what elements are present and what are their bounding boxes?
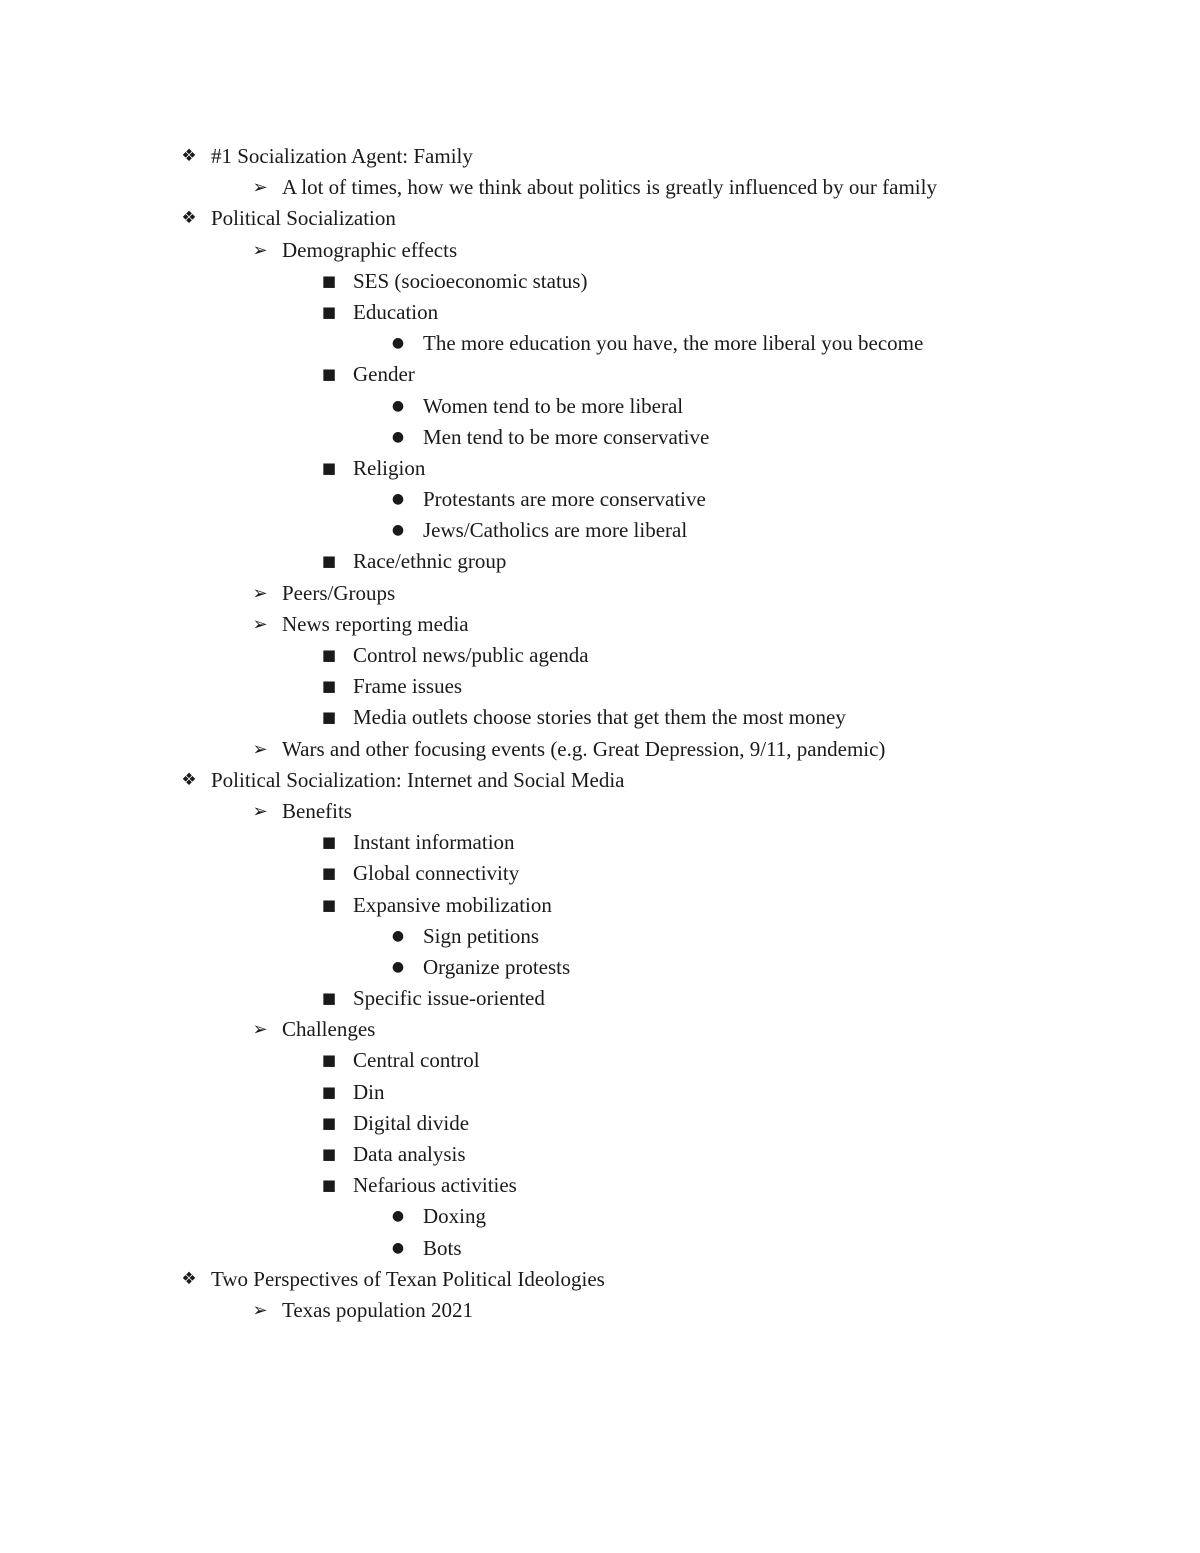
outline-item-text: Two Perspectives of Texan Political Ideologies: [211, 1266, 605, 1291]
outline-item: [0, 515, 1200, 546]
outline-item-text: Demographic effects: [282, 237, 458, 262]
outline-item: [0, 1264, 1200, 1295]
outline-item-text: #1 Socialization Agent: Family: [211, 144, 473, 168]
diamond-bullet-icon: ❖: [181, 208, 197, 229]
outline-item: [0, 734, 1200, 765]
arrow-bullet-icon: ➢: [252, 1019, 268, 1041]
outline-item: [0, 1077, 1200, 1108]
circle-bullet-icon: ●: [391, 397, 405, 414]
outline-item-text: Nefarious activities: [353, 1173, 517, 1198]
arrow-bullet-icon: ➢: [252, 800, 268, 822]
outline-item-text: SES (socioeconomic status): [353, 268, 588, 293]
square-bullet-icon: ■: [321, 1176, 337, 1195]
square-bullet-icon: ■: [321, 365, 337, 384]
outline-item: [0, 266, 1200, 297]
outline-item: [0, 546, 1200, 577]
arrow-bullet-icon: ➢: [252, 613, 268, 635]
square-bullet-icon: ■: [321, 1145, 337, 1163]
outline-item: [0, 702, 1200, 733]
square-bullet-icon: ■: [321, 1082, 337, 1101]
document-outline: [0, 141, 1200, 1326]
outline-item-text: Central control: [353, 1048, 480, 1073]
outline-item: [0, 1170, 1200, 1201]
outline-item: [0, 141, 1200, 172]
outline-item: [0, 983, 1200, 1014]
outline-item: [0, 203, 1200, 234]
outline-item-text: Race/ethnic group: [353, 549, 507, 574]
square-bullet-icon: ■: [321, 302, 337, 321]
outline-item: [0, 391, 1200, 422]
outline-item-text: Political Socialization: Internet and Social Media: [211, 767, 625, 792]
circle-bullet-icon: ●: [391, 1239, 405, 1256]
arrow-bullet-icon: ➢: [252, 582, 268, 604]
square-bullet-icon: ■: [321, 271, 337, 290]
outline-item-text: Sign petitions: [423, 923, 540, 948]
outline-item: [0, 1233, 1200, 1264]
outline-item-text: Expansive mobilization: [353, 892, 552, 917]
outline-item: [0, 422, 1200, 453]
diamond-bullet-icon: ❖: [181, 146, 197, 166]
circle-bullet-icon: ●: [391, 335, 405, 352]
outline-item: [0, 578, 1200, 609]
square-bullet-icon: ■: [321, 1113, 337, 1132]
circle-bullet-icon: ●: [391, 958, 405, 975]
outline-item: [0, 890, 1200, 921]
outline-item-text: Texas population 2021: [282, 1297, 473, 1322]
outline-item-text: Global connectivity: [353, 861, 520, 886]
diamond-bullet-icon: ❖: [181, 1268, 197, 1289]
outline-item: [0, 1295, 1200, 1326]
outline-item: [0, 921, 1200, 952]
outline-item: [0, 858, 1200, 889]
outline-item: [0, 1139, 1200, 1170]
outline-item: [0, 453, 1200, 484]
circle-bullet-icon: ●: [391, 1208, 405, 1225]
square-bullet-icon: ■: [321, 864, 337, 883]
diamond-bullet-icon: ❖: [181, 769, 197, 790]
outline-item: [0, 1014, 1200, 1045]
outline-item: [0, 609, 1200, 640]
outline-item-text: Digital divide: [353, 1110, 470, 1135]
arrow-bullet-icon: ➢: [252, 177, 268, 199]
outline-item-text: Religion: [353, 455, 426, 480]
square-bullet-icon: ■: [321, 552, 337, 571]
square-bullet-icon: ■: [321, 1051, 337, 1070]
outline-item: [0, 1108, 1200, 1139]
outline-item: [0, 640, 1200, 671]
outline-item-text: Peers/Groups: [282, 580, 396, 605]
outline-item: [0, 484, 1200, 515]
outline-item-text: Education: [353, 299, 439, 324]
outline-item-text: Men tend to be more conservative: [423, 424, 710, 449]
outline-item-text: Din: [353, 1079, 385, 1104]
outline-item-text: News reporting media: [282, 611, 469, 636]
circle-bullet-icon: ●: [391, 428, 405, 445]
arrow-bullet-icon: ➢: [252, 1299, 268, 1321]
circle-bullet-icon: ●: [391, 927, 405, 944]
outline-item: [0, 1201, 1200, 1232]
square-bullet-icon: ■: [321, 458, 337, 477]
outline-item: [0, 827, 1200, 858]
outline-item: [0, 297, 1200, 328]
square-bullet-icon: ■: [321, 833, 337, 852]
outline-item-text: Frame issues: [353, 674, 463, 699]
outline-item-text: Doxing: [423, 1204, 486, 1229]
square-bullet-icon: ■: [321, 895, 337, 914]
square-bullet-icon: ■: [321, 677, 337, 696]
outline-item-text: The more education you have, the more liberal you become: [423, 331, 924, 356]
square-bullet-icon: ■: [321, 646, 337, 664]
circle-bullet-icon: ●: [391, 522, 405, 539]
outline-item-text: Political Socialization: [211, 206, 396, 231]
outline-item: [0, 671, 1200, 702]
outline-item-text: Gender: [353, 362, 415, 387]
circle-bullet-icon: ●: [391, 491, 405, 508]
outline-item: [0, 235, 1200, 266]
outline-item: [0, 172, 1200, 203]
outline-item-text: Data analysis: [353, 1142, 466, 1166]
outline-item: [0, 1045, 1200, 1076]
outline-item-text: Women tend to be more liberal: [423, 393, 684, 418]
outline-item: [0, 328, 1200, 359]
outline-item-text: Control news/public agenda: [353, 643, 589, 667]
outline-item-text: Specific issue-oriented: [353, 986, 545, 1011]
outline-item-text: Protestants are more conservative: [423, 487, 706, 512]
outline-item-text: A lot of times, how we think about politics is greatly influenced by our family: [282, 175, 937, 200]
outline-item-text: Media outlets choose stories that get them the most money: [353, 705, 846, 730]
outline-item-text: Benefits: [282, 798, 352, 823]
outline-item-text: Jews/Catholics are more liberal: [423, 518, 688, 543]
outline-item: [0, 765, 1200, 796]
arrow-bullet-icon: ➢: [252, 239, 268, 261]
outline-item-text: Challenges: [282, 1017, 376, 1042]
square-bullet-icon: ■: [321, 708, 337, 727]
outline-item: [0, 359, 1200, 390]
square-bullet-icon: ■: [321, 989, 337, 1008]
outline-item-text: Instant information: [353, 830, 515, 855]
outline-item-text: Bots: [423, 1235, 462, 1260]
outline-item-text: Wars and other focusing events (e.g. Great Depression, 9/11, pandemic): [282, 736, 886, 761]
outline-item: [0, 796, 1200, 827]
outline-item-text: Organize protests: [423, 954, 571, 979]
arrow-bullet-icon: ➢: [252, 738, 268, 760]
outline-item: [0, 952, 1200, 983]
